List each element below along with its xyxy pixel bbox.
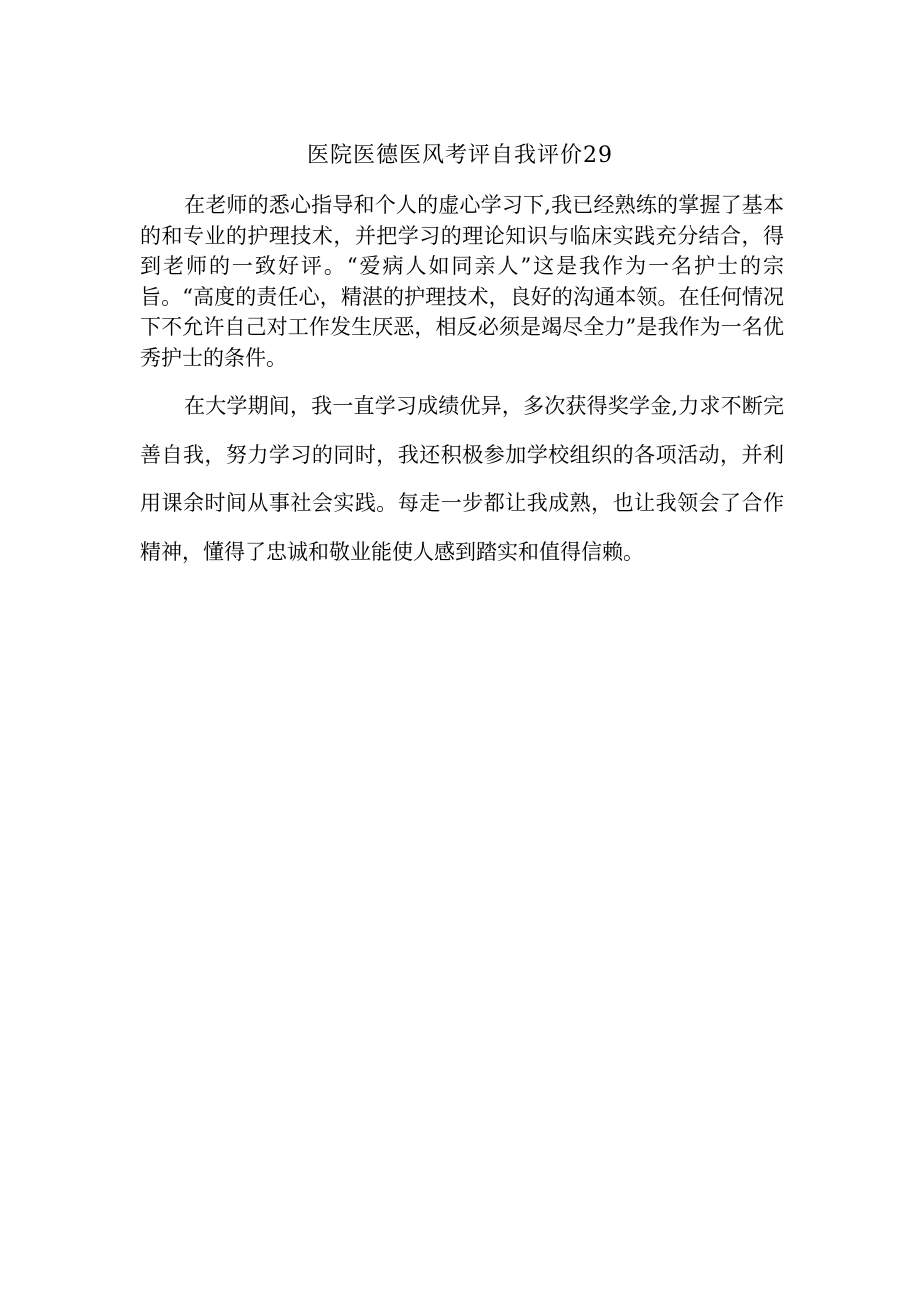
paragraph-2: 在大学期间，我一直学习成绩优异，多次获得奖学金,力求不断完善自我，努力学习的同时，我还积极参加学校组织的各项活动，并利用课余时间从事社会实践。每走一步都让我成熟，也让我领会了合作精神，懂得了忠诚和敬业能使人感到踏实和值得信赖。 xyxy=(140,394,784,564)
paragraph-1: 在老师的悉心指导和个人的虚心学习下,我已经熟练的掌握了基本的和专业的护理技术，并把学习的理论知识与临床实践充分结合，得到老师的一致好评。“爱病人如同亲人”这是我作为一名护士的宗旨。“高度的责任心，精湛的护理技术，良好的沟通本领。在任何情况下不允许自己对工作发生厌恶，相反必须是竭尽全力”是我作为一名优秀护士的条件。 xyxy=(140,193,784,370)
document-title: 医院医德医风考评自我评价29 xyxy=(307,143,613,168)
